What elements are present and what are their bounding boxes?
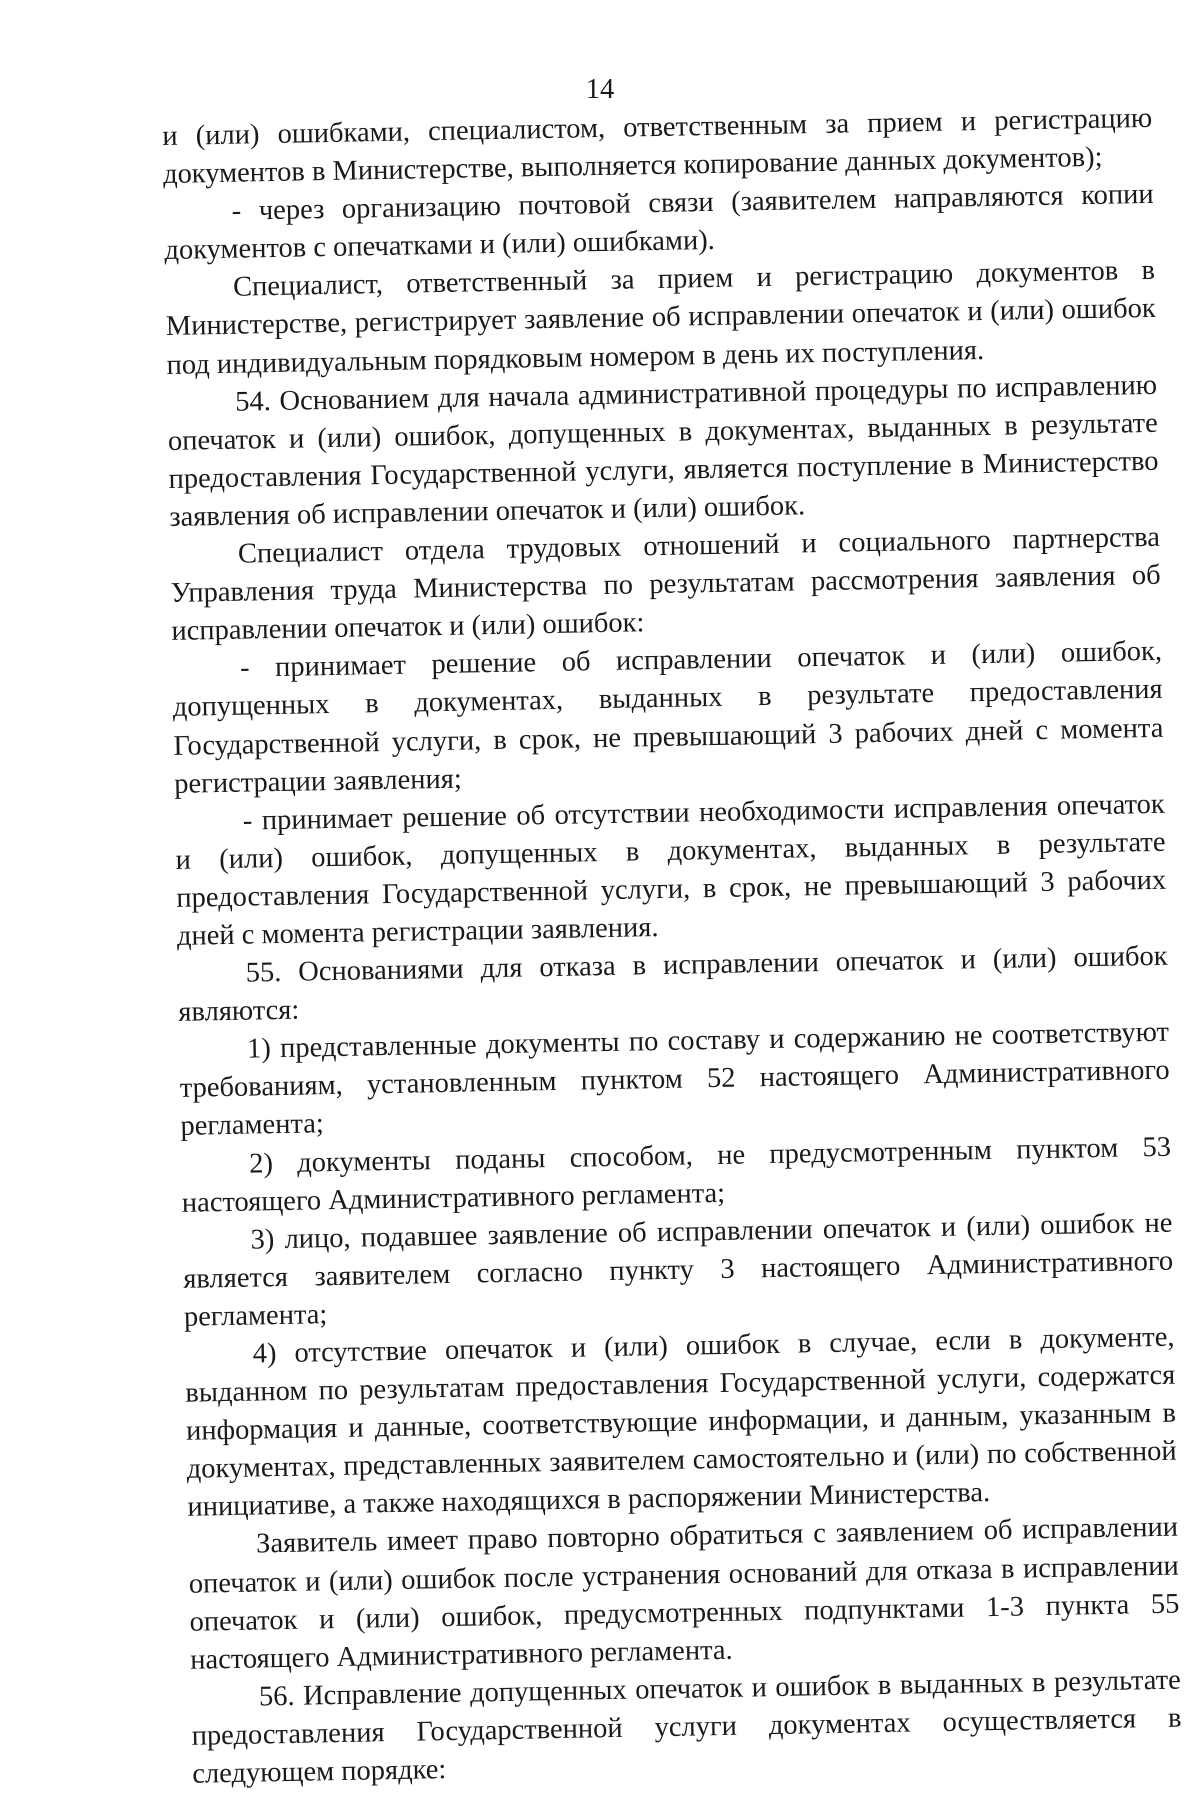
- page-number: 14: [585, 74, 615, 105]
- paragraph-decision-correction: - принимает решение об исправлении опечаток и (или) ошибок, допущенных в документах, выданных в результате предоставления Государственной услуги, в срок, не превышающий 3 рабочих дней с момента регистрации заявления;: [172, 636, 1164, 800]
- paragraph-subitem-1: 1) представленные документы по составу и содержанию не соответствуют требованиям, установленным пунктом 52 настоящего Административного регламента;: [179, 1016, 1170, 1143]
- paragraph-continuation: и (или) ошибками, специалистом, ответственным за прием и регистрацию документов в Министерстве, выполняется копирование данных документов);: [162, 102, 1153, 191]
- paragraph-decision-no-correction: - принимает решение об отсутствии необходимости исправления опечаток и (или) ошибок, допущенных в документах, выданных в результате предоставления Государственной услуги, в срок, не превышающий 3 рабочих дней с момента регистрации заявления.: [175, 788, 1167, 952]
- paragraph-postal-submission: - через организацию почтовой связи (заявителем направляются копии документов с опечатками и (или) ошибками).: [164, 179, 1154, 267]
- paragraph-item-56: 56. Исправление допущенных опечаток и ошибок в выданных в результате предоставления Государственной услуги документах осуществляется в следующем порядке:: [191, 1664, 1182, 1790]
- paragraph-subitem-2: 2) документы поданы способом, не предусмотренным пунктом 53 настоящего Административного регламента;: [181, 1131, 1172, 1219]
- paragraph-registration: Специалист, ответственный за прием и регистрацию документов в Министерстве, регистрирует заявление об исправлении опечаток и (или) ошибок под индивидуальным порядковым номером в день их поступления.: [165, 255, 1156, 381]
- paragraph-subitem-3: 3) лицо, подавшее заявление об исправлении опечаток и (или) ошибок не является заявителем согласно пункту 3 настоящего Административного регламента;: [182, 1207, 1174, 1333]
- paragraph-reapplication: Заявитель имеет право повторно обратиться с заявлением об исправлении опечаток и (или) ошибок после устранения оснований для отказа в исправлении опечаток и (или) ошибок, предусмотренных подпунктами 1-3 пункта 55 настоящего Административного регламента.: [188, 1512, 1180, 1676]
- paragraph-specialist-review: Специалист отдела трудовых отношений и социального партнерства Управления труда Министерства по результатам рассмотрения заявления об исправлении опечаток и (или) ошибок:: [170, 521, 1161, 648]
- paragraph-item-55: 55. Основаниями для отказа в исправлении опечаток и (или) ошибок являются:: [178, 940, 1168, 1029]
- document-body: [162, 100, 1183, 1794]
- paragraph-item-54: 54. Основанием для начала административной процедуры по исправлению опечаток и (или) ошибок, допущенных в документах, выданных в результате предоставления Государственной услуги, является поступление в Министерство заявления об исправлении опечаток и (или) ошибок.: [167, 369, 1159, 533]
- paragraph-subitem-4: 4) отсутствие опечаток и (или) ошибок в случае, если в документе, выданном по результатам предоставления Государственной услуги, содержатся информация и данные, соответствующие информации, и данным, указанным в документах, представленных заявителем самостоятельно и (или) по собственной инициативе, а также находящихся в распоряжении Министерства.: [185, 1321, 1177, 1524]
